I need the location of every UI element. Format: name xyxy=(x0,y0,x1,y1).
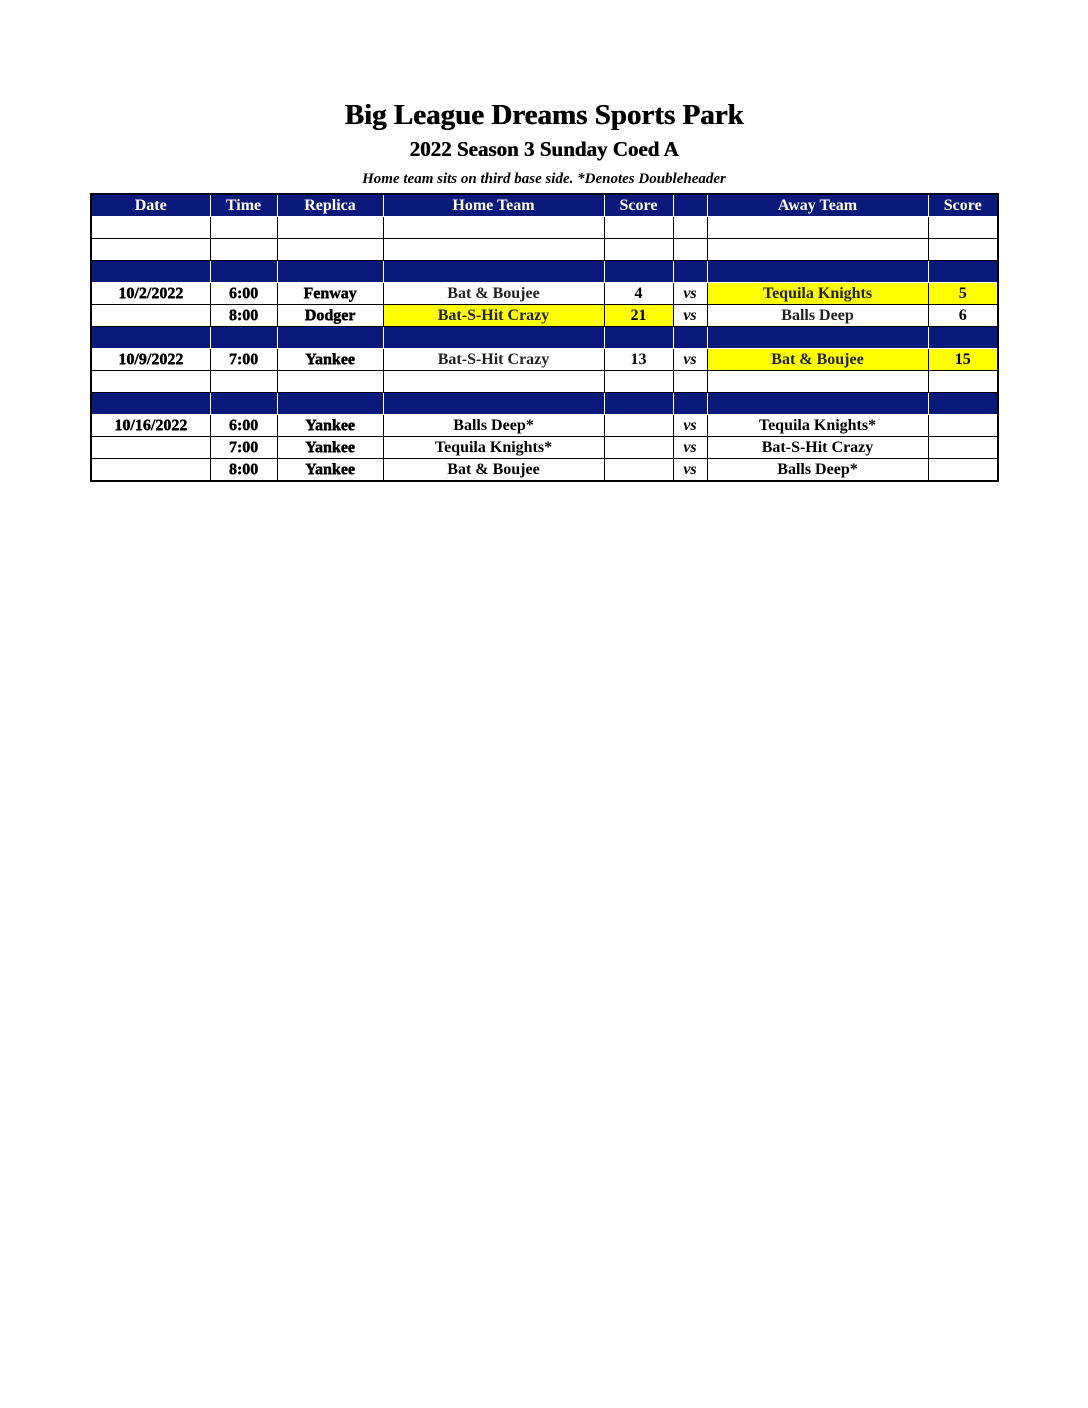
cell-home-score: 4 xyxy=(604,283,673,305)
separator-cell xyxy=(383,261,604,283)
cell-away-team: Balls Deep* xyxy=(707,459,928,482)
cell-time: 6:00 xyxy=(210,283,277,305)
blank-cell xyxy=(91,371,210,393)
separator-cell xyxy=(277,261,383,283)
cell-time: 6:00 xyxy=(210,415,277,437)
blank-cell xyxy=(928,217,998,239)
column-header-home-score: Score xyxy=(604,194,673,217)
separator-cell xyxy=(277,327,383,349)
table-header-row xyxy=(91,194,998,217)
cell-replica: Fenway xyxy=(277,283,383,305)
separator-row xyxy=(91,327,998,349)
cell-home-score xyxy=(604,437,673,459)
cell-vs: vs xyxy=(673,305,707,327)
cell-replica: Yankee xyxy=(277,349,383,371)
cell-date xyxy=(91,459,210,482)
cell-vs: vs xyxy=(673,349,707,371)
cell-home-team: Bat & Boujee xyxy=(383,459,604,482)
separator-cell xyxy=(604,327,673,349)
cell-away-score xyxy=(928,415,998,437)
blank-cell xyxy=(707,239,928,261)
separator-row xyxy=(91,393,998,415)
table-row xyxy=(91,459,998,482)
cell-replica: Dodger xyxy=(277,305,383,327)
blank-cell xyxy=(673,217,707,239)
separator-cell xyxy=(210,327,277,349)
cell-home-team: Tequila Knights* xyxy=(383,437,604,459)
cell-home-team: Balls Deep* xyxy=(383,415,604,437)
column-header-away-score: Score xyxy=(928,194,998,217)
separator-cell xyxy=(210,393,277,415)
separator-cell xyxy=(928,327,998,349)
separator-cell xyxy=(383,393,604,415)
separator-cell xyxy=(928,261,998,283)
blank-cell xyxy=(604,371,673,393)
column-header-vs xyxy=(673,194,707,217)
cell-away-score: 6 xyxy=(928,305,998,327)
column-header-away-team: Away Team xyxy=(707,194,928,217)
blank-cell xyxy=(383,217,604,239)
cell-away-team: Tequila Knights xyxy=(707,283,928,305)
blank-cell xyxy=(604,239,673,261)
blank-row xyxy=(91,239,998,261)
separator-cell xyxy=(91,393,210,415)
separator-cell xyxy=(928,393,998,415)
cell-away-team: Tequila Knights* xyxy=(707,415,928,437)
cell-away-score xyxy=(928,437,998,459)
cell-vs: vs xyxy=(673,415,707,437)
column-header-time: Time xyxy=(210,194,277,217)
cell-date xyxy=(91,437,210,459)
schedule-note: Home team sits on third base side. *Denotes Doubleheader xyxy=(362,171,726,187)
table-row xyxy=(91,305,998,327)
blank-cell xyxy=(210,217,277,239)
blank-cell xyxy=(277,371,383,393)
cell-date: 10/2/2022 xyxy=(91,283,210,305)
cell-home-team: Bat-S-Hit Crazy xyxy=(383,349,604,371)
blank-row xyxy=(91,371,998,393)
separator-cell xyxy=(707,327,928,349)
blank-cell xyxy=(383,371,604,393)
column-header-home-team: Home Team xyxy=(383,194,604,217)
blank-cell xyxy=(928,371,998,393)
page-title: Big League Dreams Sports Park xyxy=(344,99,744,131)
separator-cell xyxy=(707,393,928,415)
cell-replica: Yankee xyxy=(277,459,383,482)
blank-cell xyxy=(707,371,928,393)
cell-away-team: Bat & Boujee xyxy=(707,349,928,371)
cell-time: 7:00 xyxy=(210,349,277,371)
separator-cell xyxy=(91,261,210,283)
cell-date xyxy=(91,305,210,327)
cell-home-score: 21 xyxy=(604,305,673,327)
blank-cell xyxy=(707,217,928,239)
separator-cell xyxy=(383,327,604,349)
separator-cell xyxy=(673,393,707,415)
blank-row xyxy=(91,217,998,239)
cell-away-score: 5 xyxy=(928,283,998,305)
blank-cell xyxy=(91,239,210,261)
cell-away-team: Bat-S-Hit Crazy xyxy=(707,437,928,459)
blank-cell xyxy=(210,239,277,261)
cell-vs: vs xyxy=(673,459,707,482)
blank-cell xyxy=(928,239,998,261)
cell-home-score xyxy=(604,459,673,482)
cell-replica: Yankee xyxy=(277,437,383,459)
separator-cell xyxy=(277,393,383,415)
cell-home-team: Bat & Boujee xyxy=(383,283,604,305)
separator-cell xyxy=(707,261,928,283)
blank-cell xyxy=(673,239,707,261)
cell-time: 8:00 xyxy=(210,305,277,327)
blank-cell xyxy=(604,217,673,239)
table-row xyxy=(91,349,998,371)
cell-home-score xyxy=(604,415,673,437)
column-header-replica: Replica xyxy=(277,194,383,217)
blank-cell xyxy=(673,371,707,393)
schedule-table xyxy=(90,193,999,482)
cell-home-team: Bat-S-Hit Crazy xyxy=(383,305,604,327)
cell-vs: vs xyxy=(673,283,707,305)
column-header-date: Date xyxy=(91,194,210,217)
blank-cell xyxy=(277,217,383,239)
cell-time: 7:00 xyxy=(210,437,277,459)
blank-cell xyxy=(210,371,277,393)
blank-cell xyxy=(91,217,210,239)
cell-date: 10/9/2022 xyxy=(91,349,210,371)
separator-cell xyxy=(673,327,707,349)
separator-cell xyxy=(673,261,707,283)
table-row xyxy=(91,415,998,437)
blank-cell xyxy=(383,239,604,261)
table-row xyxy=(91,437,998,459)
cell-time: 8:00 xyxy=(210,459,277,482)
cell-vs: vs xyxy=(673,437,707,459)
page-subtitle: 2022 Season 3 Sunday Coed A xyxy=(409,137,679,161)
schedule-body xyxy=(91,217,998,482)
cell-date: 10/16/2022 xyxy=(91,415,210,437)
cell-replica: Yankee xyxy=(277,415,383,437)
separator-cell xyxy=(604,393,673,415)
cell-away-score: 15 xyxy=(928,349,998,371)
separator-cell xyxy=(91,327,210,349)
separator-cell xyxy=(210,261,277,283)
cell-away-score xyxy=(928,459,998,482)
cell-away-team: Balls Deep xyxy=(707,305,928,327)
separator-row xyxy=(91,261,998,283)
separator-cell xyxy=(604,261,673,283)
blank-cell xyxy=(277,239,383,261)
table-row xyxy=(91,283,998,305)
cell-home-score: 13 xyxy=(604,349,673,371)
